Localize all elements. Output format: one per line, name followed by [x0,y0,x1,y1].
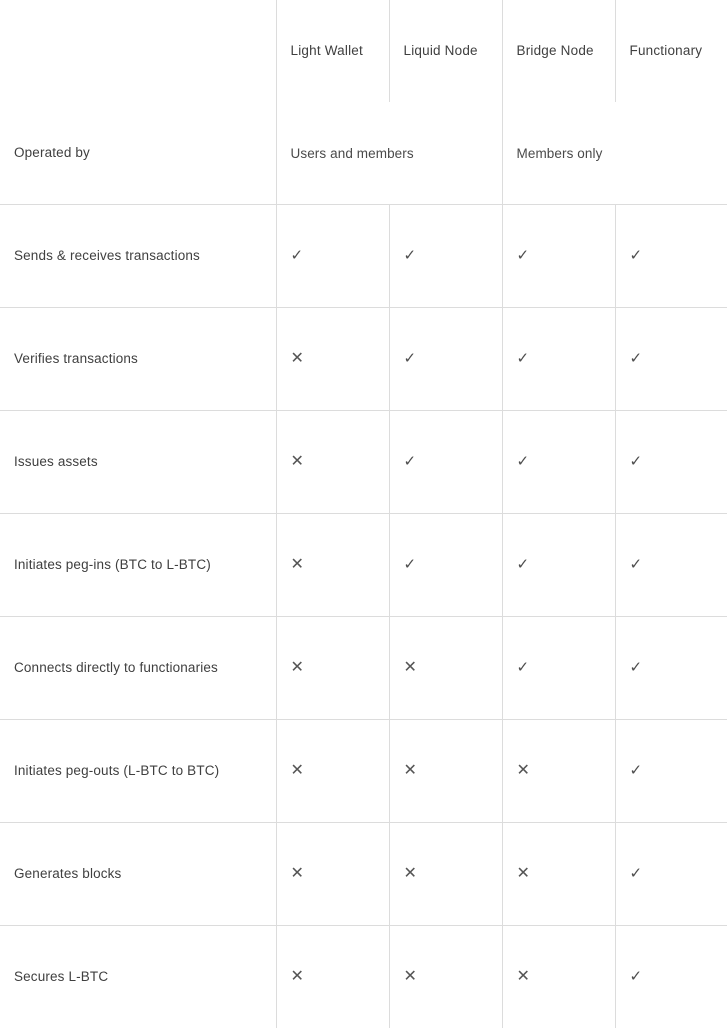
cross-icon: ✕ [291,763,304,779]
table-row [0,308,727,411]
cross-icon: ✕ [404,660,417,676]
table-corner-cell [0,0,276,102]
cell-pegins-functionary [615,514,727,617]
feature-label-verifies-transactions: Verifies transactions [0,308,276,411]
cell-issues-functionary [615,411,727,514]
table-row [0,720,727,823]
cell-issues-light-wallet [276,411,389,514]
check-icon: ✓ [630,969,643,984]
cross-icon: ✕ [291,660,304,676]
cell-pegins-light-wallet [276,514,389,617]
cell-blocks-functionary [615,823,727,926]
check-icon: ✓ [630,866,643,881]
check-icon: ✓ [517,557,530,572]
cell-connects-functionary [615,617,727,720]
cross-icon: ✕ [291,866,304,882]
column-header-light-wallet: Light Wallet [276,0,389,102]
column-header-functionary: Functionary [615,0,727,102]
feature-label-secures-l-btc: Secures L-BTC [0,926,276,1028]
cell-verifies-functionary [615,308,727,411]
value-operated-by-users-and-members: Users and members [276,102,502,205]
feature-label-generates-blocks: Generates blocks [0,823,276,926]
table-row [0,617,727,720]
cell-secures-bridge-node [502,926,615,1028]
check-icon: ✓ [517,248,530,263]
table-row [0,926,727,1028]
column-header-bridge-node: Bridge Node [502,0,615,102]
feature-label-sends-receives-transactions: Sends & receives transactions [0,205,276,308]
cell-blocks-liquid-node [389,823,502,926]
cell-issues-liquid-node [389,411,502,514]
feature-label-operated-by: Operated by [0,102,276,205]
feature-label-initiates-peg-ins: Initiates peg-ins (BTC to L-BTC) [0,514,276,617]
cell-blocks-light-wallet [276,823,389,926]
check-icon: ✓ [404,454,417,469]
cross-icon: ✕ [517,866,530,882]
cell-verifies-liquid-node [389,308,502,411]
cell-sends-light-wallet [276,205,389,308]
table-row [0,205,727,308]
cell-sends-functionary [615,205,727,308]
table-row [0,514,727,617]
cross-icon: ✕ [291,969,304,985]
cell-pegouts-liquid-node [389,720,502,823]
check-icon: ✓ [630,763,643,778]
check-icon: ✓ [517,660,530,675]
cross-icon: ✕ [291,351,304,367]
check-icon: ✓ [630,660,643,675]
check-icon: ✓ [404,248,417,263]
feature-label-connects-directly-to-functionaries: Connects directly to functionaries [0,617,276,720]
check-icon: ✓ [517,454,530,469]
check-icon: ✓ [630,557,643,572]
cell-secures-liquid-node [389,926,502,1028]
cross-icon: ✕ [517,763,530,779]
cell-issues-bridge-node [502,411,615,514]
check-icon: ✓ [404,351,417,366]
cell-blocks-bridge-node [502,823,615,926]
table-row [0,411,727,514]
table-header [0,0,727,102]
table-row [0,102,727,205]
cell-pegouts-bridge-node [502,720,615,823]
cell-pegins-bridge-node [502,514,615,617]
cell-connects-bridge-node [502,617,615,720]
cell-pegouts-light-wallet [276,720,389,823]
cross-icon: ✕ [404,763,417,779]
cell-connects-light-wallet [276,617,389,720]
check-icon: ✓ [630,351,643,366]
check-icon: ✓ [630,248,643,263]
check-icon: ✓ [291,248,304,263]
cell-verifies-light-wallet [276,308,389,411]
feature-label-issues-assets: Issues assets [0,411,276,514]
cross-icon: ✕ [517,969,530,985]
cell-secures-functionary [615,926,727,1028]
cell-verifies-bridge-node [502,308,615,411]
check-icon: ✓ [404,557,417,572]
cell-pegins-liquid-node [389,514,502,617]
cross-icon: ✕ [291,557,304,573]
value-operated-by-members-only: Members only [502,102,727,205]
cross-icon: ✕ [291,454,304,470]
cell-pegouts-functionary [615,720,727,823]
check-icon: ✓ [630,454,643,469]
header-row [0,0,727,102]
check-icon: ✓ [517,351,530,366]
table-row [0,823,727,926]
cell-sends-bridge-node [502,205,615,308]
column-header-liquid-node: Liquid Node [389,0,502,102]
feature-label-initiates-peg-outs: Initiates peg-outs (L-BTC to BTC) [0,720,276,823]
table-body [0,102,727,1028]
cross-icon: ✕ [404,866,417,882]
cell-sends-liquid-node [389,205,502,308]
cell-connects-liquid-node [389,617,502,720]
cross-icon: ✕ [404,969,417,985]
cell-secures-light-wallet [276,926,389,1028]
